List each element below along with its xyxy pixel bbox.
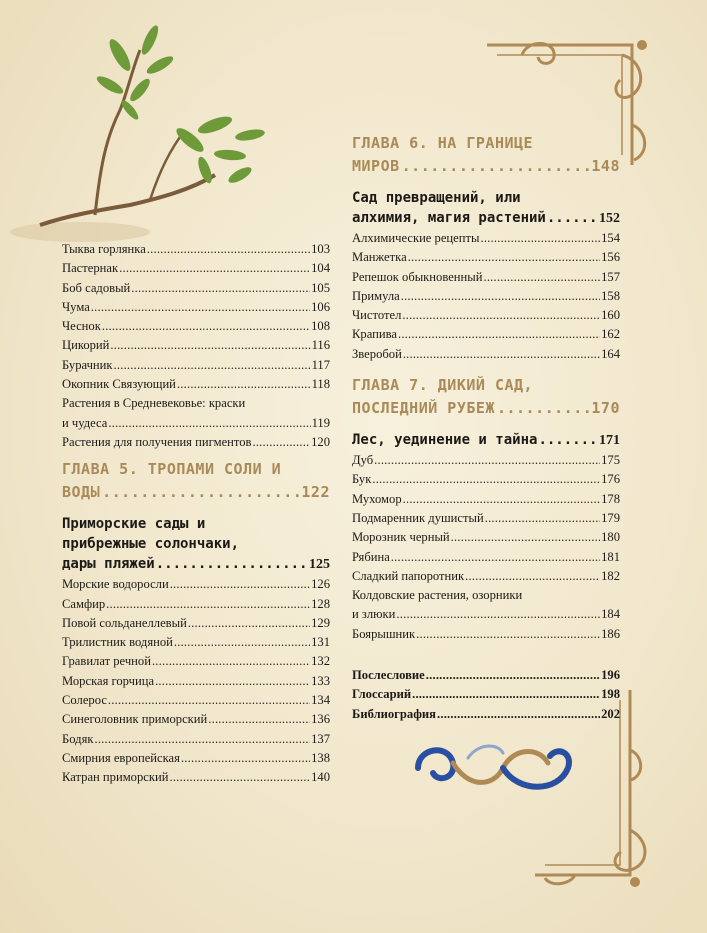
page-number: 180 xyxy=(601,530,620,545)
page-number: 186 xyxy=(601,626,620,641)
toc-entry[interactable]: Синеголовник приморский ..... 136 xyxy=(62,710,330,729)
page-number: 105 xyxy=(311,280,330,295)
page-number: 179 xyxy=(601,510,620,525)
page-number: 119 xyxy=(311,415,330,430)
toc-entry[interactable]: Пастернак ..... 104 xyxy=(62,259,330,278)
toc-entry[interactable]: Боб садовый ..... 105 xyxy=(62,279,330,298)
toc-entry[interactable]: Бурачник ..... 117 xyxy=(62,356,330,375)
page-number: 108 xyxy=(311,319,330,334)
chapter-7-heading[interactable]: ГЛАВА 7. ДИКИЙ САД, ПОСЛЕДНИЙ РУБЕЖ ..... 170 xyxy=(352,374,620,420)
page-number: 156 xyxy=(601,250,620,265)
backmatter-entry[interactable]: Глоссарий ..... 198 xyxy=(352,685,620,704)
toc-entry[interactable]: Окопник Связующий ..... 118 xyxy=(62,375,330,394)
page-number: 120 xyxy=(311,434,330,449)
toc-entry[interactable]: Репешок обыкновенный ..... 157 xyxy=(352,268,620,287)
page-number: 128 xyxy=(311,596,330,611)
toc-entry[interactable]: Морские водоросли ..... 126 xyxy=(62,575,330,594)
page-number: 126 xyxy=(311,577,330,592)
page-number: 170 xyxy=(591,399,620,418)
page-number: 157 xyxy=(601,269,620,284)
page-number: 178 xyxy=(601,491,620,506)
page-number: 133 xyxy=(311,673,330,688)
page-number: 104 xyxy=(311,261,330,276)
chapter-6-heading[interactable]: ГЛАВА 6. НА ГРАНИЦЕ МИРОВ ..... 148 xyxy=(352,132,620,178)
toc-entry[interactable]: Чеснок ..... 108 xyxy=(62,317,330,336)
page-number: 154 xyxy=(601,231,620,245)
toc-entry[interactable]: Цикорий ..... 116 xyxy=(62,336,330,355)
toc-entry[interactable]: Морская горчица ..... 133 xyxy=(62,672,330,691)
page-number: 134 xyxy=(311,693,330,708)
section-heading[interactable]: Приморские сады и прибрежные солончаки, дары пляжей ..... 125 xyxy=(62,514,330,575)
blue-scroll-ornament xyxy=(408,738,578,798)
page-number: 118 xyxy=(311,377,330,392)
toc-entry[interactable]: Тыква горлянка ..... 103 xyxy=(62,240,330,259)
page-number: 140 xyxy=(311,770,330,785)
toc-entry[interactable]: Бодяк ..... 137 xyxy=(62,730,330,749)
toc-entry[interactable]: Растения для получения пигментов ..... 120 xyxy=(62,433,330,452)
page-number: 196 xyxy=(601,668,620,683)
page-number: 125 xyxy=(309,557,330,573)
toc-entry[interactable]: Чума ..... 106 xyxy=(62,298,330,317)
chapter-5-heading[interactable]: ГЛАВА 5. ТРОПАМИ СОЛИ И ВОДЫ ..... 122 xyxy=(62,458,330,504)
page-number: 148 xyxy=(591,157,620,175)
page-number: 184 xyxy=(601,607,620,622)
toc-entry[interactable]: Алхимические рецепты ..... 154 xyxy=(352,229,620,248)
toc-entry[interactable]: Зверобой ..... 164 xyxy=(352,345,620,364)
page-number: 158 xyxy=(601,288,620,303)
toc-entry[interactable]: Сладкий папоротник ..... 182 xyxy=(352,567,620,586)
toc-right-column xyxy=(352,132,620,724)
page-number: 131 xyxy=(311,635,330,650)
toc-entry-multiline[interactable]: Колдовские растения, озорники и злюки ..... 184 xyxy=(352,586,620,625)
page-number: 122 xyxy=(301,483,330,502)
toc-entry-multiline[interactable]: Растения в Средневековье: краски и чудеса ..... 119 xyxy=(62,394,330,433)
page-number: 103 xyxy=(311,242,330,256)
page-number: 164 xyxy=(601,346,620,361)
backmatter-entry[interactable]: Послесловие ..... 196 xyxy=(352,666,620,685)
page-number: 198 xyxy=(601,687,620,702)
toc-entry[interactable]: Чистотел ..... 160 xyxy=(352,306,620,325)
page-number: 202 xyxy=(601,706,620,721)
section-heading[interactable]: Сад превращений, или алхимия, магия растений ..... 152 xyxy=(352,188,620,229)
backmatter-entry[interactable]: Библиография ..... 202 xyxy=(352,705,620,724)
page-number: 137 xyxy=(311,731,330,746)
page-number: 171 xyxy=(599,433,620,449)
page-number: 152 xyxy=(599,211,620,226)
page-number: 162 xyxy=(601,327,620,342)
leaf-branch-illustration xyxy=(0,10,290,250)
toc-entry[interactable]: Мухомор ..... 178 xyxy=(352,490,620,509)
page-number: 116 xyxy=(311,338,330,353)
page-number: 106 xyxy=(311,299,330,314)
toc-entry[interactable]: Бук ..... 176 xyxy=(352,470,620,489)
toc-entry[interactable]: Катран приморский ..... 140 xyxy=(62,768,330,787)
page-number: 160 xyxy=(601,308,620,323)
toc-entry[interactable]: Манжетка ..... 156 xyxy=(352,248,620,267)
toc-entry[interactable]: Самфир ..... 128 xyxy=(62,595,330,614)
toc-entry[interactable]: Повой сольданеллевый ..... 129 xyxy=(62,614,330,633)
toc-entry[interactable]: Морозник черный ..... 180 xyxy=(352,528,620,547)
toc-entry[interactable]: Гравилат речной ..... 132 xyxy=(62,652,330,671)
toc-entry[interactable]: Трилистник водяной ..... 131 xyxy=(62,633,330,652)
page-number: 132 xyxy=(311,654,330,669)
page-number: 138 xyxy=(311,750,330,765)
toc-entry[interactable]: Дуб ..... 175 xyxy=(352,451,620,470)
toc-entry[interactable]: Солерос ..... 134 xyxy=(62,691,330,710)
toc-entry[interactable]: Подмаренник душистый ..... 179 xyxy=(352,509,620,528)
page-number: 117 xyxy=(311,357,330,372)
page-number: 129 xyxy=(311,615,330,630)
page-number: 175 xyxy=(601,453,620,468)
toc-entry[interactable]: Крапива ..... 162 xyxy=(352,325,620,344)
page-number: 176 xyxy=(601,472,620,487)
toc-entry[interactable]: Рябина ..... 181 xyxy=(352,548,620,567)
page-number: 136 xyxy=(311,712,330,727)
toc-left-column xyxy=(62,240,330,788)
toc-entry[interactable]: Смирния европейская ..... 138 xyxy=(62,749,330,768)
toc-entry[interactable]: Примула ..... 158 xyxy=(352,287,620,306)
page-number: 182 xyxy=(601,568,620,583)
toc-entry[interactable]: Боярышник ..... 186 xyxy=(352,625,620,644)
section-heading[interactable]: Лес, уединение и тайна ..... 171 xyxy=(352,430,620,451)
page-number: 181 xyxy=(601,549,620,564)
